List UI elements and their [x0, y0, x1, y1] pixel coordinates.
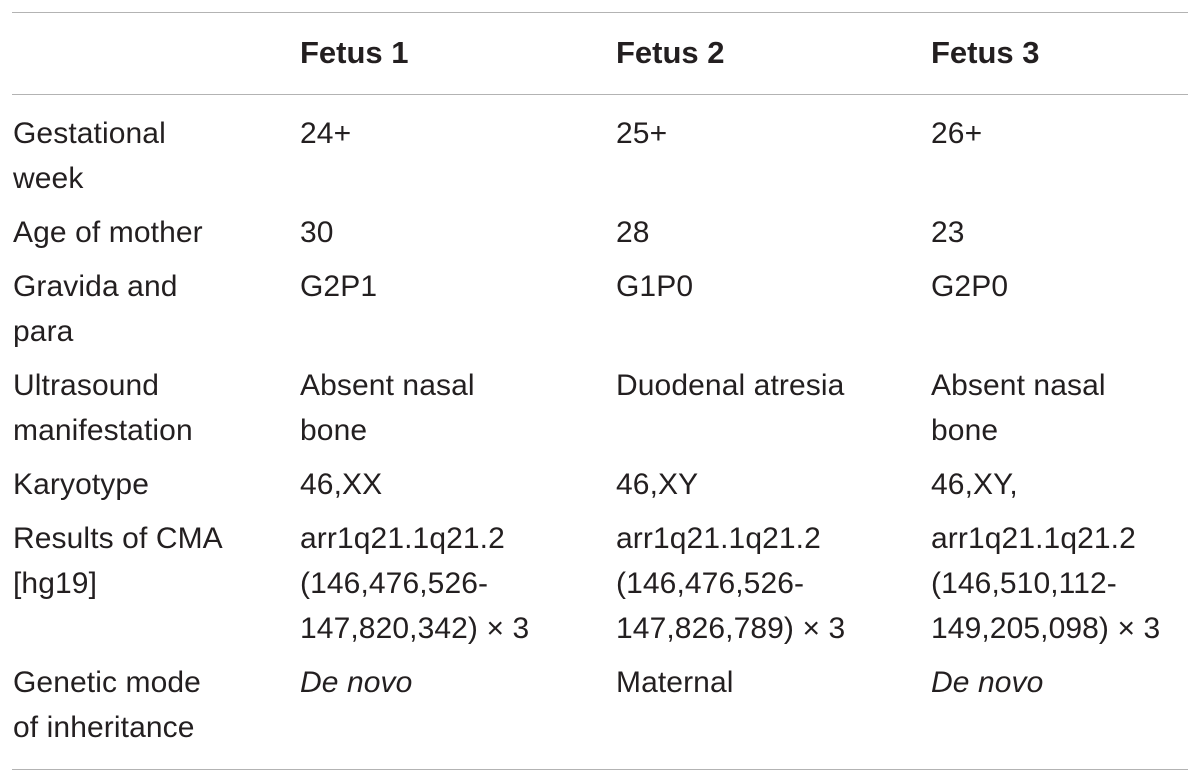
- table-cell: 30: [300, 216, 334, 249]
- table-top-rule: [12, 12, 1188, 13]
- table-cell: De novo: [931, 666, 1044, 699]
- table-cell: arr1q21.1q21.2 (146,510,112- 149,205,098) × 3: [931, 522, 1161, 645]
- table-cell: 46,XY: [616, 468, 699, 501]
- table-cell: Maternal: [616, 666, 734, 699]
- table-cell: De novo: [300, 666, 413, 699]
- header-cell-fetus-2: Fetus 2: [616, 35, 725, 70]
- table-cell: 26+: [931, 117, 983, 150]
- row-label: Karyotype: [13, 468, 149, 501]
- table-cell: 24+: [300, 117, 352, 150]
- header-cell-fetus-1: Fetus 1: [300, 35, 409, 70]
- header-cell-fetus-3: Fetus 3: [931, 35, 1040, 70]
- table-cell: G2P1: [300, 270, 378, 303]
- table-cell: 46,XY,: [931, 468, 1018, 501]
- table-cell: Absent nasal bone: [931, 369, 1106, 447]
- table-cell: 25+: [616, 117, 668, 150]
- table-cell: Duodenal atresia: [616, 369, 845, 402]
- row-label: Genetic mode of inheritance: [13, 666, 201, 744]
- table-cell: 23: [931, 216, 965, 249]
- table-cell: 46,XX: [300, 468, 383, 501]
- row-label: Gestational week: [13, 117, 166, 195]
- row-label: Gravida and para: [13, 270, 178, 348]
- row-label: Results of CMA [hg19]: [13, 522, 223, 600]
- table-bottom-rule: [12, 769, 1188, 770]
- table-cell: Absent nasal bone: [300, 369, 475, 447]
- table-cell: arr1q21.1q21.2 (146,476,526- 147,820,342) × 3: [300, 522, 530, 645]
- row-label: Ultrasound manifestation: [13, 369, 193, 447]
- table-cell: G2P0: [931, 270, 1009, 303]
- table-cell: G1P0: [616, 270, 694, 303]
- row-label: Age of mother: [13, 216, 203, 249]
- table-cell: arr1q21.1q21.2 (146,476,526- 147,826,789) × 3: [616, 522, 846, 645]
- table-header-rule: [12, 94, 1188, 95]
- table-cell: 28: [616, 216, 650, 249]
